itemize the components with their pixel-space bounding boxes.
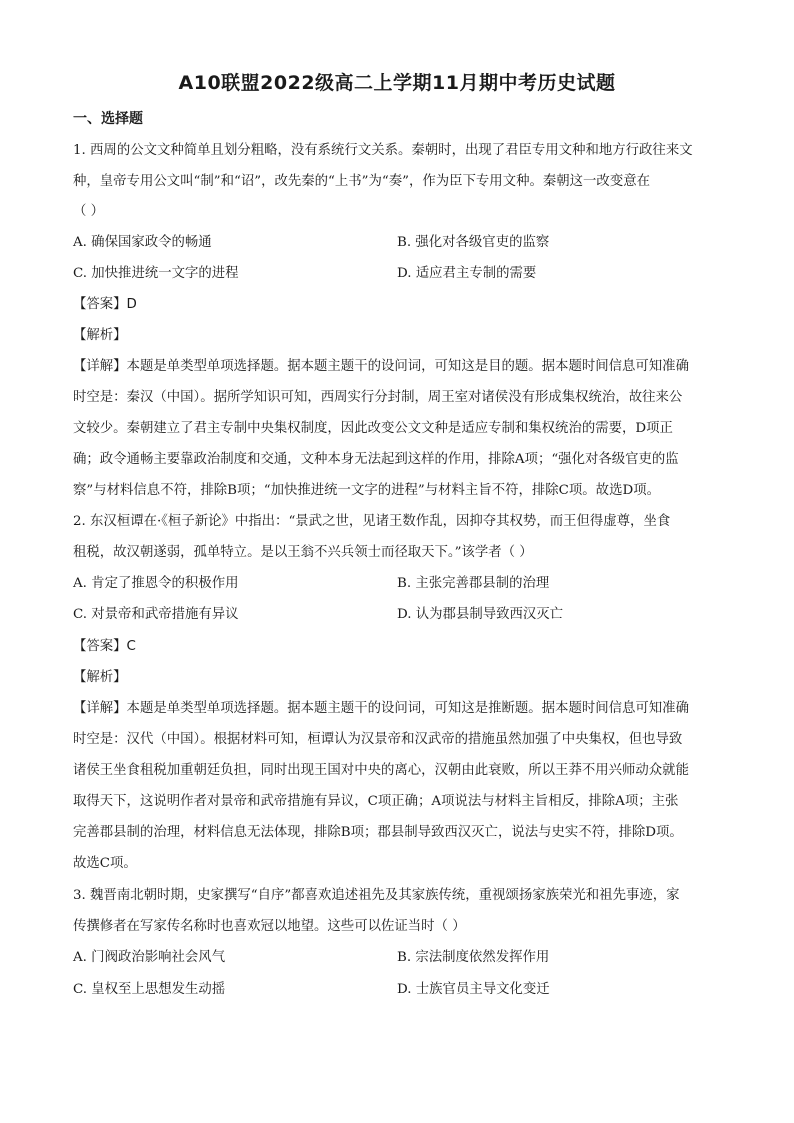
q1-stem-line-3: （ ） — [73, 204, 105, 219]
q3-stem-line-1: 3. 魏晋南北朝时期，史家撰写“自序”都喜欢追述祖先及其家族传统，重视颂扬家族荣光和祖先事迹，家 — [73, 888, 680, 903]
q1-option-c: C. 加快推进统一文字的进程 — [73, 266, 239, 281]
q1-analysis-label: 【解析】 — [73, 328, 127, 343]
q2-detail-line-3: 诸侯王坐食租税加重朝廷负担，同时出现王国对中央的离心，汉朝由此衰败，所以王莽不用兴师动众就能 — [73, 763, 689, 778]
q3-option-b: B. 宗法制度依然发挥作用 — [397, 950, 550, 965]
q2-option-c: C. 对景帝和武帝措施有异议 — [73, 607, 239, 622]
q3-stem-line-2: 传撰修者在写家传名称时也喜欢冠以地望。这些可以佐证当时（ ） — [73, 919, 466, 934]
q3-option-a: A. 门阀政治影响社会风气 — [73, 950, 226, 965]
q2-detail-line-1: 【详解】本题是单类型单项选择题。据本题主题干的设问词，可知这是推断题。据本题时间信息可知准确 — [73, 701, 689, 716]
q1-stem-line-1: 1. 西周的公文文种简单且划分粗略，没有系统行文关系。秦朝时，出现了君臣专用文种和地方行政往来文 — [73, 143, 693, 158]
q2-option-d: D. 认为郡县制导致西汉灭亡 — [397, 607, 564, 622]
q1-detail-line-5: 察”与材料信息不符，排除B项；“加快推进统一文字的进程”与材料主旨不符，排除C项。故选D项。 — [73, 483, 660, 498]
q2-stem-line-1: 2. 东汉桓谭在·《桓子新论》中指出：“景武之世，见诸王数作乱，因抑夺其权势，而王但得虚尊，坐食 — [73, 514, 671, 529]
q2-analysis-label: 【解析】 — [73, 670, 127, 685]
q1-stem-line-2: 种，皇帝专用公文叫“制”和“诏”，改先秦的“上书”为“奏”，作为臣下专用文种。秦朝这一改变意在 — [73, 174, 650, 189]
q1-detail-line-4: 确；政令通畅主要靠政治制度和交通，文种本身无法起到这样的作用，排除A项；“强化对各级官吏的监 — [73, 452, 679, 467]
q3-option-c: C. 皇权至上思想发生动摇 — [73, 982, 226, 997]
q2-detail-line-5: 完善郡县制的治理，材料信息无法体现，排除B项；郡县制导致西汉灭亡，说法与史实不符，排除D项。 — [73, 825, 683, 840]
q1-detail-line-3: 文较少。秦朝建立了君主专制中央集权制度，因此改变公文文种是适应专制和集权统治的需要，D项正 — [73, 421, 673, 436]
q3-option-d: D. 士族官员主导文化变迁 — [397, 982, 550, 997]
q2-answer: 【答案】C — [73, 639, 136, 654]
q2-stem-line-2: 租税，故汉朝遂弱，孤单特立。是以王翁不兴兵领士而径取天下。”该学者（ ） — [73, 545, 533, 560]
q1-option-a: A. 确保国家政令的畅通 — [73, 235, 212, 250]
q2-detail-line-4: 取得天下，这说明作者对景帝和武帝措施有异议，C项正确；A项说法与材料主旨相反，排除A项；主张 — [73, 794, 679, 809]
q2-detail-line-2: 时空是：汉代（中国）。根据材料可知，桓谭认为汉景帝和汉武帝的措施虽然加强了中央集权，但也导致 — [73, 732, 683, 747]
q1-option-d: D. 适应君主专制的需要 — [397, 266, 537, 281]
section-heading: 一、选择题 — [73, 111, 143, 127]
q2-detail-line-6: 故选C项。 — [73, 856, 137, 871]
q1-detail-line-1: 【详解】本题是单类型单项选择题。据本题主题干的设问词，可知这是目的题。据本题时间信息可知准确 — [73, 359, 689, 374]
q2-option-a: A. 肯定了推恩令的积极作用 — [73, 576, 239, 591]
q1-detail-line-2: 时空是：秦汉（中国）。据所学知识可知，西周实行分封制，周王室对诸侯没有形成集权统治，故往来公 — [73, 390, 683, 405]
page-title: A10联盟2022级高二上学期11月期中考历史试题 — [178, 72, 616, 94]
q1-option-b: B. 强化对各级官吏的监察 — [397, 235, 550, 250]
q2-option-b: B. 主张完善郡县制的治理 — [397, 576, 550, 591]
q1-answer: 【答案】D — [73, 297, 137, 312]
